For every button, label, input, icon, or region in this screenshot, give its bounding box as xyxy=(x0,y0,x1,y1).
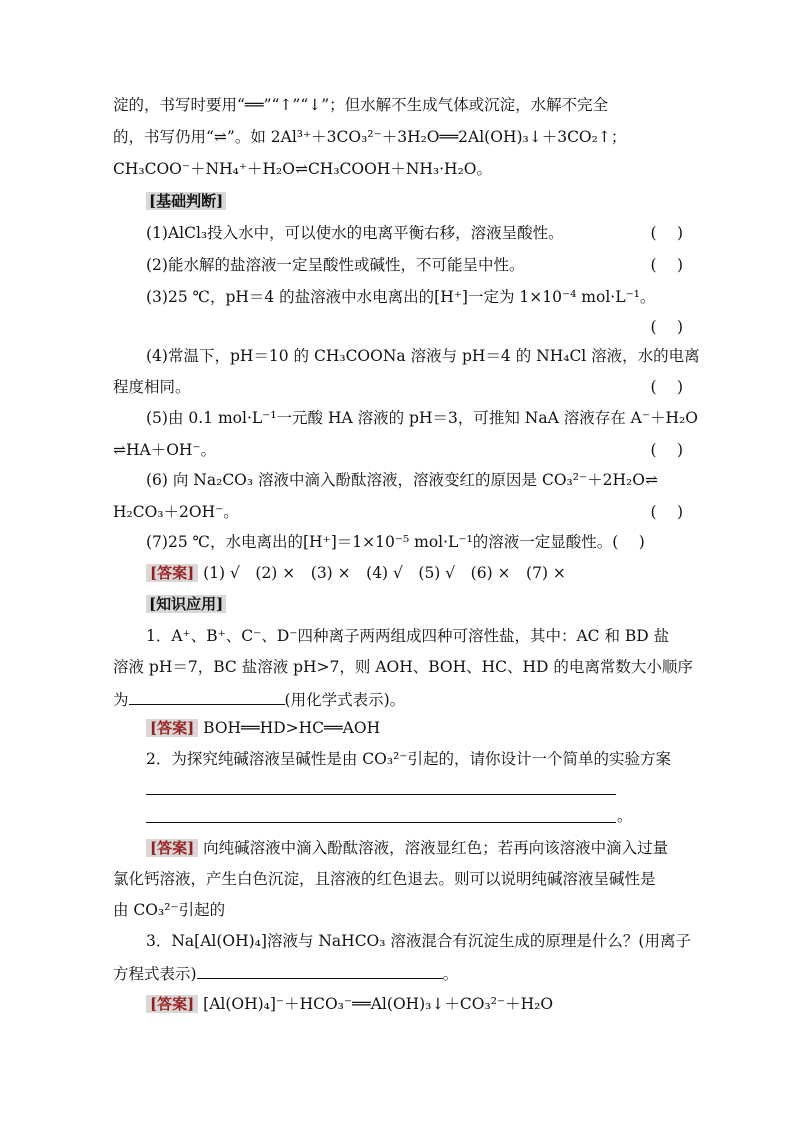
problem-1-cont: 溶液 pH＝7，BC 盐溶液 pH>7，则 AOH、BOH、HC、HD 的电离常数大小顺序 xyxy=(113,658,693,676)
question-1 xyxy=(146,223,683,243)
answer-rule xyxy=(146,794,616,795)
problem-text: 为 xyxy=(113,691,129,709)
question-7: (7)25 ℃，水电离出的[H⁺]＝1×10⁻⁵ mol·L⁻¹的溶液一定显酸性。( ) xyxy=(146,533,645,551)
section-knowledge-application xyxy=(146,594,683,614)
text-line: CH₃COO⁻＋NH₄⁺＋H₂O⇌CH₃COOH＋NH₃·H₂O。 xyxy=(113,160,492,178)
problem-2-end: 。 xyxy=(617,807,633,825)
answer-tag: [答案] xyxy=(146,995,198,1013)
question-text: (1)AlCl₃投入水中，可以使水的电离平衡右移，溶液呈酸性。 xyxy=(146,224,564,242)
section-tag: [基础判断] xyxy=(146,192,226,210)
question-5: (5)由 0.1 mol·L⁻¹一元酸 HA 溶液的 pH＝3，可推知 NaA 溶液存在 A⁻＋H₂O xyxy=(146,409,698,427)
question-4: (4)常温下，pH＝10 的 CH₃COONa 溶液与 pH＝4 的 NH₄Cl 溶液，水的电离 xyxy=(146,347,700,365)
problem-1-blank-line xyxy=(113,688,683,710)
answer-bracket: ( ) xyxy=(650,378,683,396)
answer-tag: [答案] xyxy=(146,719,198,737)
question-2 xyxy=(146,255,683,275)
answer-text: 向纯碱溶液中滴入酚酞溶液，溶液显红色；若再向该溶液中滴入过量 xyxy=(203,839,669,857)
answer-2-cont: 由 CO₃²⁻引起的 xyxy=(113,901,226,919)
answer-bracket: ( ) xyxy=(650,224,683,242)
problem-text: (用化学式表示)。 xyxy=(284,691,406,709)
problem-text: 。 xyxy=(442,965,459,983)
answer-bracket: ( ) xyxy=(650,318,683,336)
problem-text: 方程式表示) xyxy=(113,965,197,983)
answer-text: [Al(OH)₄]⁻＋HCO₃⁻══Al(OH)₃↓＋CO₃²⁻＋H₂O xyxy=(203,995,554,1013)
fill-blank xyxy=(197,962,443,979)
answer-rule xyxy=(146,822,616,823)
answer-line-1 xyxy=(146,718,683,738)
section-basic-judgement xyxy=(146,191,683,211)
question-5-cont xyxy=(113,440,683,460)
question-text: (2)能水解的盐溶液一定呈酸性或碱性，不可能呈中性。 xyxy=(146,256,525,274)
question-6-cont xyxy=(113,502,683,522)
problem-3: 3．Na[Al(OH)₄]溶液与 NaHCO₃ 溶液混合有沉淀生成的原理是什么？(用离子 xyxy=(146,932,691,950)
text-line: 的，书写仍用“⇌”。如 2Al³⁺＋3CO₃²⁻＋3H₂O══2Al(OH)₃↓＋3CO₂↑； xyxy=(113,128,627,146)
answer-line-basic xyxy=(146,563,683,583)
answer-tag: [答案] xyxy=(146,564,198,582)
answer-text: BOH══HD>HC══AOH xyxy=(203,719,381,737)
answer-line-3 xyxy=(146,994,683,1014)
answer-tag: [答案] xyxy=(146,839,198,857)
answer-text: (1) √ (2) × (3) × (4) √ (5) √ (6) × (7) × xyxy=(203,564,566,582)
question-text: 程度相同。 xyxy=(113,378,191,396)
problem-2: 2．为探究纯碱溶液呈碱性是由 CO₃²⁻引起的，请你设计一个简单的实验方案 xyxy=(146,750,671,768)
answer-bracket: ( ) xyxy=(650,503,683,521)
answer-bracket: ( ) xyxy=(650,441,683,459)
problem-3-blank-line xyxy=(113,962,683,984)
question-text: ⇌HA＋OH⁻。 xyxy=(113,441,217,459)
text-line: 淀的，书写时要用“══”“↑”“↓”；但水解不生成气体或沉淀，水解不完全 xyxy=(113,96,609,114)
section-tag: [知识应用] xyxy=(146,595,226,613)
answer-2-cont: 氯化钙溶液，产生白色沉淀，且溶液的红色退去。则可以说明纯碱溶液呈碱性是 xyxy=(113,870,656,888)
question-text: H₂CO₃＋2OH⁻。 xyxy=(113,503,239,521)
fill-blank xyxy=(129,688,285,705)
question-4-cont xyxy=(113,377,683,397)
question-3: (3)25 ℃，pH＝4 的盐溶液中水电离出的[H⁺]一定为 1×10⁻⁴ mol·L⁻¹。 xyxy=(146,288,656,306)
answer-line-2 xyxy=(146,838,683,858)
question-6: (6) 向 Na₂CO₃ 溶液中滴入酚酞溶液，溶液变红的原因是 CO₃²⁻＋2H₂O⇌ xyxy=(146,471,658,489)
answer-bracket: ( ) xyxy=(650,256,683,274)
problem-1: 1．A⁺、B⁺、C⁻、D⁻四种离子两两组成四种可溶性盐，其中：AC 和 BD 盐 xyxy=(146,627,670,645)
